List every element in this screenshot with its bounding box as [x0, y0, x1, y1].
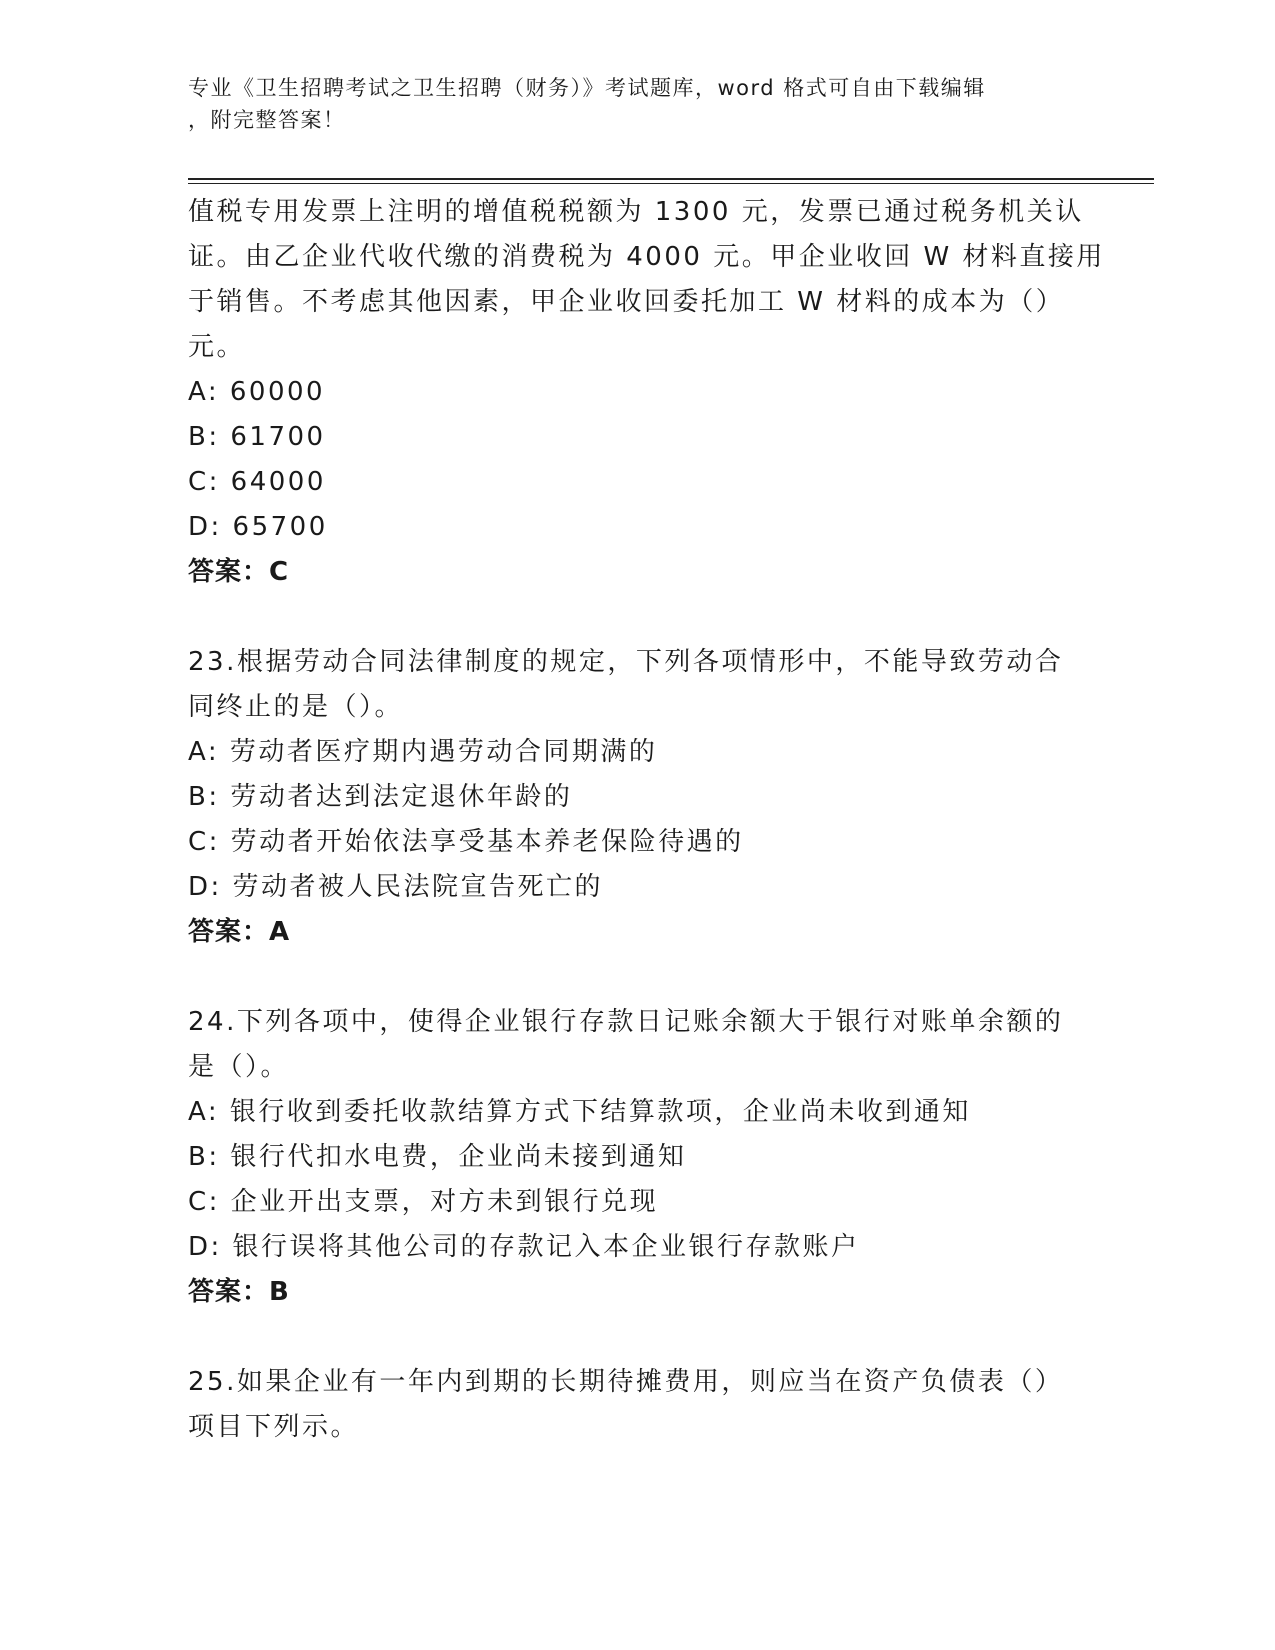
spacer [188, 1315, 1088, 1360]
question-stem-line: 值税专用发票上注明的增值税税额为 1300 元，发票已通过税务机关认 [188, 197, 1084, 227]
option-c: C: 劳动者开始依法享受基本养老保险待遇的 [188, 827, 744, 857]
question-stem-line: 23.根据劳动合同法律制度的规定，下列各项情形中，不能导致劳动合 [188, 647, 1064, 677]
question-23 [188, 640, 1088, 955]
option-c: C: 企业开出支票，对方未到银行兑现 [188, 1187, 659, 1217]
option-d: D: 银行误将其他公司的存款记入本企业银行存款账户 [188, 1232, 860, 1262]
page-header [188, 72, 1068, 136]
option-a: A: 60000 [188, 377, 326, 407]
option-b: B: 银行代扣水电费，企业尚未接到通知 [188, 1142, 687, 1172]
question-stem-line: 同终止的是（）。 [188, 692, 404, 722]
spacer [188, 955, 1088, 1000]
option-d: D: 65700 [188, 512, 328, 542]
question-stem-line: 25.如果企业有一年内到期的长期待摊费用，则应当在资产负债表（） [188, 1367, 1064, 1397]
question-stem-line: 24.下列各项中，使得企业银行存款日记账余额大于银行对账单余额的 [188, 1007, 1064, 1037]
question-stem-line: 项目下列示。 [188, 1412, 360, 1442]
question-24 [188, 1000, 1088, 1315]
question-stem-line: 于销售。不考虑其他因素，甲企业收回委托加工 W 材料的成本为（） [188, 287, 1065, 317]
question-stem-line: 元。 [188, 332, 246, 362]
answer-line: 答案：C [188, 557, 290, 587]
answer-line: 答案：A [188, 917, 291, 947]
question-content [188, 190, 1105, 1450]
option-a: A: 银行收到委托收款结算方式下结算款项，企业尚未收到通知 [188, 1097, 971, 1127]
option-b: B: 61700 [188, 422, 326, 452]
question-22 [188, 190, 1105, 595]
header-divider-thin [188, 183, 1154, 184]
option-b: B: 劳动者达到法定退休年龄的 [188, 782, 573, 812]
answer-line: 答案：B [188, 1277, 290, 1307]
question-stem-line: 是（）。 [188, 1052, 290, 1082]
option-d: D: 劳动者被人民法院宣告死亡的 [188, 872, 604, 902]
header-title-line-2: ，附完整答案！ [188, 108, 346, 132]
header-title-line-1: 专业《卫生招聘考试之卫生招聘（财务）》考试题库，word 格式可自由下载编辑 [188, 76, 986, 100]
option-a: A: 劳动者医疗期内遇劳动合同期满的 [188, 737, 658, 767]
question-25 [188, 1360, 1088, 1450]
header-divider-thick [188, 178, 1154, 180]
question-stem-line: 证。由乙企业代收代缴的消费税为 4000 元。甲企业收回 W 材料直接用 [188, 242, 1105, 272]
option-c: C: 64000 [188, 467, 326, 497]
spacer [188, 595, 1088, 640]
